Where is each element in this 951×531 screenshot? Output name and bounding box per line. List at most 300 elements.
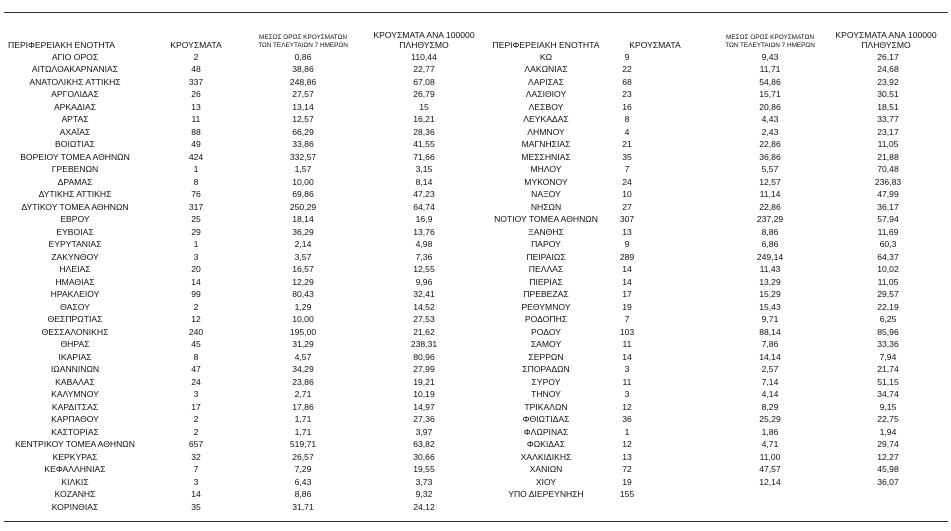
right-per100k-value: 9,15 <box>879 401 897 412</box>
left-cases-value: 45 <box>191 339 201 349</box>
right-per100k-value: 21,88 <box>877 151 899 162</box>
left-per100k-value: 8,14 <box>415 176 433 187</box>
table-row <box>0 488 951 501</box>
left-avg-7day-value: 17,86 <box>292 401 314 412</box>
left-region-name: ΑΡΓΟΛΙΔΑΣ <box>51 89 99 99</box>
table-row <box>0 151 951 164</box>
table-row <box>0 313 951 326</box>
left-per100k-value: 15 <box>419 101 429 112</box>
right-per100k-value: 29,57 <box>877 289 899 299</box>
right-region-name: ΦΩΚΙΔΑΣ <box>526 439 566 449</box>
right-avg-7day-value: 88,14 <box>759 326 781 337</box>
table-row <box>0 288 951 301</box>
right-cases-value: 3 <box>624 364 630 374</box>
header-per100k-left-1: ΚΡΟΥΣΜΑΤΑ ΑΝΑ 100000 <box>373 30 475 40</box>
right-avg-7day-value: 8,86 <box>761 226 779 237</box>
right-avg-7day-value: 9,71 <box>761 314 779 324</box>
right-avg-7day-value: 13,29 <box>759 276 781 287</box>
left-region-name: ΔΥΤΙΚΟΥ ΤΟΜΕΑ ΑΘΗΝΩΝ <box>21 201 129 212</box>
right-region-name: ΞΑΝΘΗΣ <box>528 226 564 237</box>
left-avg-7day-value: 195,00 <box>289 326 317 337</box>
left-avg-7day-value: 4,57 <box>294 351 312 362</box>
left-avg-7day-value: 26,57 <box>292 451 314 462</box>
right-region-name: ΦΛΩΡΙΝΑΣ <box>523 426 569 437</box>
left-region-name: ΔΡΑΜΑΣ <box>57 176 93 187</box>
right-cases-value: 12 <box>622 401 632 412</box>
right-region-name: ΠΑΡΟΥ <box>531 239 561 249</box>
table-row <box>0 388 951 401</box>
left-avg-7day-value: 12,57 <box>292 114 314 124</box>
left-per100k-value: 238,31 <box>410 339 438 349</box>
left-cases-value: 7 <box>193 464 199 474</box>
right-cases-value: 10 <box>622 189 632 199</box>
left-cases-value: 26 <box>191 89 201 99</box>
left-avg-7day-value: 8,86 <box>294 489 312 499</box>
table-row <box>0 363 951 376</box>
table-row <box>0 426 951 439</box>
right-per100k-value: 12,27 <box>877 451 899 462</box>
left-per100k-value: 3,97 <box>415 426 433 437</box>
left-per100k-value: 14,97 <box>413 401 435 412</box>
left-avg-7day-value: 7,29 <box>294 464 312 474</box>
left-cases-value: 49 <box>191 139 201 149</box>
right-per100k-value: 23,92 <box>877 76 899 87</box>
left-per100k-value: 10,19 <box>413 389 435 399</box>
right-cases-value: 68 <box>622 76 632 87</box>
left-cases-value: 2 <box>193 414 199 424</box>
right-cases-value: 21 <box>622 139 632 149</box>
left-cases-value: 17 <box>191 401 201 412</box>
left-region-name: ΕΥΡΥΤΑΝΙΑΣ <box>48 239 102 249</box>
table-row <box>0 188 951 201</box>
right-cases-value: 4 <box>624 126 630 137</box>
right-cases-value: 16 <box>622 101 632 112</box>
left-per100k-value: 16,9 <box>415 214 433 224</box>
right-cases-value: 19 <box>622 301 632 312</box>
right-per100k-value: 22,75 <box>877 414 899 424</box>
left-region-name: ΚΑΡΠΑΘΟΥ <box>51 414 99 424</box>
left-region-name: ΚΕΡΚΥΡΑΣ <box>52 451 98 462</box>
left-region-name: ΗΛΕΙΑΣ <box>59 264 91 274</box>
right-per100k-value: 6,25 <box>879 314 897 324</box>
right-cases-value: 12 <box>622 439 632 449</box>
left-region-name: ΙΚΑΡΙΑΣ <box>58 351 92 362</box>
left-region-name: ΗΡΑΚΛΕΙΟΥ <box>50 289 100 299</box>
left-per100k-value: 67,08 <box>413 76 435 87</box>
left-avg-7day-value: 34,29 <box>292 364 314 374</box>
header-avg-left-1: ΜΕΣΟΣ ΟΡΟΣ ΚΡΟΥΣΜΑΤΩΝ <box>259 34 347 41</box>
left-cases-value: 48 <box>191 64 201 74</box>
left-per100k-value: 7,36 <box>415 251 433 262</box>
left-avg-7day-value: 69,86 <box>292 189 314 199</box>
right-avg-7day-value: 15,43 <box>759 301 781 312</box>
right-cases-value: 22 <box>622 64 632 74</box>
right-cases-value: 11 <box>622 339 632 349</box>
table-row <box>0 238 951 251</box>
right-per100k-value: 47,99 <box>877 189 899 199</box>
right-per100k-value: 70,48 <box>877 164 899 174</box>
header-per100k-right-2: ΠΛΗΘΥΣΜΟ <box>861 40 911 50</box>
left-avg-7day-value: 1,71 <box>294 414 312 424</box>
right-avg-7day-value: 36,86 <box>759 151 781 162</box>
right-per100k-value: 33,77 <box>877 114 899 124</box>
table-row <box>0 463 951 476</box>
left-region-name: ΓΡΕΒΕΝΩΝ <box>51 164 99 174</box>
left-region-name: ΚΑΣΤΟΡΙΑΣ <box>51 426 99 437</box>
right-region-name: ΠΡΕΒΕΖΑΣ <box>523 289 569 299</box>
left-per100k-value: 71,66 <box>413 151 435 162</box>
right-avg-7day-value: 14,14 <box>759 351 781 362</box>
right-region-name: ΣΑΜΟΥ <box>530 339 562 349</box>
bottom-rule <box>4 521 948 522</box>
table-row <box>0 351 951 364</box>
left-per100k-value: 19,21 <box>413 376 435 387</box>
left-per100k-value: 21,62 <box>413 326 435 337</box>
left-per100k-value: 32,41 <box>413 289 435 299</box>
left-cases-value: 99 <box>191 289 201 299</box>
right-cases-value: 7 <box>624 314 630 324</box>
right-per100k-value: 33,36 <box>877 339 899 349</box>
header-avg-right-1: ΜΕΣΟΣ ΟΡΟΣ ΚΡΟΥΣΜΑΤΩΝ <box>726 34 814 41</box>
left-avg-7day-value: 13,14 <box>292 101 314 112</box>
table-row <box>0 76 951 89</box>
left-per100k-value: 3,73 <box>415 476 433 487</box>
table-row <box>0 138 951 151</box>
right-cases-value: 103 <box>619 326 635 337</box>
left-avg-7day-value: 31,29 <box>292 339 314 349</box>
right-cases-value: 9 <box>624 51 630 62</box>
right-per100k-value: 34,74 <box>877 389 899 399</box>
right-region-name: ΜΕΣΣΗΝΙΑΣ <box>521 151 571 162</box>
right-per100k-value: 51,15 <box>877 376 899 387</box>
right-region-name: ΧΙΟΥ <box>535 476 557 487</box>
left-avg-7day-value: 16,57 <box>292 264 314 274</box>
header-per100k-left-2: ΠΛΗΘΥΣΜΟ <box>399 40 449 50</box>
left-region-name: ΚΟΖΑΝΗΣ <box>54 489 96 499</box>
left-per100k-value: 30,66 <box>413 451 435 462</box>
right-cases-value: 155 <box>619 489 635 499</box>
header-region-left: ΠΕΡΙΦΕΡΕΙΑΚΗ ΕΝΟΤΗΤΑ <box>8 40 115 50</box>
right-cases-value: 17 <box>622 289 632 299</box>
right-avg-7day-value: 12,57 <box>759 176 781 187</box>
right-cases-value: 36 <box>622 414 632 424</box>
right-region-name: ΠΕΙΡΑΙΩΣ <box>526 251 566 262</box>
left-avg-7day-value: 12,29 <box>292 276 314 287</box>
header-cases-left: ΚΡΟΥΣΜΑΤΑ <box>170 40 222 50</box>
right-region-name: ΡΟΔΟΠΗΣ <box>524 314 568 324</box>
right-cases-value: 19 <box>622 476 632 487</box>
right-per100k-value: 11,05 <box>877 139 899 149</box>
right-per100k-value: 236,83 <box>874 176 902 187</box>
left-region-name: ΑΙΤΩΛΟΑΚΑΡΝΑΝΙΑΣ <box>31 64 119 74</box>
left-per100k-value: 22,77 <box>413 64 435 74</box>
left-region-name: ΕΥΒΟΙΑΣ <box>56 226 94 237</box>
left-region-name: ΒΟΙΩΤΙΑΣ <box>55 139 95 149</box>
left-avg-7day-value: 332,57 <box>289 151 317 162</box>
left-cases-value: 13 <box>191 101 201 112</box>
right-region-name: ΜΗΛΟΥ <box>530 164 562 174</box>
right-cases-value: 8 <box>624 114 630 124</box>
table-row <box>0 88 951 101</box>
left-per100k-value: 110,44 <box>411 51 437 62</box>
left-cases-value: 8 <box>193 351 199 362</box>
left-avg-7day-value: 2,14 <box>294 239 312 249</box>
left-avg-7day-value: 10,00 <box>292 176 314 187</box>
right-cases-value: 9 <box>624 239 630 249</box>
left-per100k-value: 27,36 <box>413 414 435 424</box>
right-cases-value: 24 <box>622 176 632 187</box>
right-avg-7day-value: 4,71 <box>761 439 779 449</box>
right-per100k-value: 26,17 <box>877 51 899 62</box>
left-region-name: ΕΒΡΟΥ <box>60 214 90 224</box>
table-row <box>0 501 951 514</box>
left-avg-7day-value: 6,43 <box>294 476 312 487</box>
right-per100k-value: 60,3 <box>879 239 897 249</box>
table-row <box>0 413 951 426</box>
left-region-name: ΘΕΣΠΡΩΤΙΑΣ <box>47 314 103 324</box>
left-cases-value: 14 <box>191 276 201 287</box>
table-row <box>0 451 951 464</box>
left-region-name: ΘΕΣΣΑΛΟΝΙΚΗΣ <box>41 326 109 337</box>
table-row <box>0 176 951 189</box>
right-cases-value: 14 <box>622 264 632 274</box>
left-region-name: ΘΑΣΟΥ <box>60 301 90 312</box>
right-avg-7day-value: 2,43 <box>761 126 779 137</box>
top-rule <box>4 12 948 13</box>
right-avg-7day-value: 11,14 <box>759 189 781 199</box>
right-per100k-value: 64,37 <box>877 251 899 262</box>
right-per100k-value: 36,17 <box>877 201 899 212</box>
right-per100k-value: 36,07 <box>877 476 899 487</box>
left-cases-value: 2 <box>193 51 199 62</box>
left-avg-7day-value: 33,86 <box>292 139 314 149</box>
right-cases-value: 307 <box>619 214 635 224</box>
right-avg-7day-value: 7,14 <box>761 376 779 387</box>
right-avg-7day-value: 11,71 <box>759 64 781 74</box>
right-avg-7day-value: 4,43 <box>761 114 779 124</box>
table-row <box>0 338 951 351</box>
right-avg-7day-value: 2,57 <box>761 364 779 374</box>
left-per100k-value: 64,74 <box>413 201 435 212</box>
header-avg-right-2: ΤΩΝ ΤΕΛΕΥΤΑΙΩΝ 7 ΗΜΕΡΩΝ <box>725 42 815 49</box>
left-avg-7day-value: 250,29 <box>289 201 317 212</box>
right-region-name: ΛΕΣΒΟΥ <box>528 101 564 112</box>
left-region-name: ΚΑΛΥΜΝΟΥ <box>51 389 99 399</box>
left-cases-value: 32 <box>191 451 201 462</box>
right-per100k-value: 7,94 <box>879 351 897 362</box>
table-row <box>0 113 951 126</box>
left-cases-value: 76 <box>191 189 201 199</box>
right-region-name: ΜΑΓΝΗΣΙΑΣ <box>521 139 571 149</box>
left-region-name: ΚΙΛΚΙΣ <box>61 476 89 487</box>
right-cases-value: 11 <box>622 376 632 387</box>
right-avg-7day-value: 1,86 <box>761 426 779 437</box>
left-avg-7day-value: 66,29 <box>292 126 314 137</box>
left-cases-value: 3 <box>193 389 199 399</box>
left-avg-7day-value: 80,43 <box>292 289 314 299</box>
right-region-name: ΥΠΟ ΔΙΕΡΕΥΝΗΣΗ <box>508 489 584 499</box>
left-cases-value: 337 <box>188 76 204 87</box>
left-per100k-value: 3,15 <box>415 164 433 174</box>
right-region-name: ΣΠΟΡΑΔΩΝ <box>522 364 570 374</box>
left-per100k-value: 80,96 <box>413 351 435 362</box>
left-per100k-value: 27,99 <box>413 364 435 374</box>
left-region-name: ΒΟΡΕΙΟΥ ΤΟΜΕΑ ΑΘΗΝΩΝ <box>20 151 130 162</box>
left-avg-7day-value: 1,29 <box>294 301 312 312</box>
right-region-name: ΝΟΤΙΟΥ ΤΟΜΕΑ ΑΘΗΝΩΝ <box>494 214 598 224</box>
right-avg-7day-value: 54,86 <box>759 76 781 87</box>
table-row <box>0 438 951 451</box>
left-per100k-value: 27,53 <box>413 314 435 324</box>
right-per100k-value: 23,17 <box>877 126 899 137</box>
left-cases-value: 25 <box>191 214 201 224</box>
table-row <box>0 301 951 314</box>
left-avg-7day-value: 2,71 <box>294 389 312 399</box>
table-row <box>0 213 951 226</box>
left-cases-value: 14 <box>191 489 201 499</box>
left-region-name: ΑΝΑΤΟΛΙΚΗΣ ΑΤΤΙΚΗΣ <box>29 76 121 87</box>
left-region-name: ΚΕΦΑΛΛΗΝΙΑΣ <box>44 464 106 474</box>
right-per100k-value: 22,19 <box>877 301 899 312</box>
right-region-name: ΤΡΙΚΑΛΩΝ <box>524 401 568 412</box>
left-region-name: ΑΡΚΑΔΙΑΣ <box>53 101 97 112</box>
left-per100k-value: 47,23 <box>413 189 435 199</box>
left-region-name: ΚΑΒΑΛΑΣ <box>55 376 95 387</box>
left-avg-7day-value: 38,86 <box>292 64 314 74</box>
left-cases-value: 29 <box>191 226 201 237</box>
right-region-name: ΝΑΞΟΥ <box>531 189 561 199</box>
left-per100k-value: 9,96 <box>415 276 433 287</box>
header-cases-right: ΚΡΟΥΣΜΑΤΑ <box>629 40 681 50</box>
left-region-name: ΑΓΙΟ ΟΡΟΣ <box>51 51 99 62</box>
right-cases-value: 23 <box>622 89 632 99</box>
left-per100k-value: 13,76 <box>413 226 435 237</box>
right-avg-7day-value: 7,86 <box>761 339 779 349</box>
left-per100k-value: 4,98 <box>415 239 433 249</box>
table-row <box>0 376 951 389</box>
left-cases-value: 8 <box>193 176 199 187</box>
right-avg-7day-value: 22,86 <box>759 139 781 149</box>
right-avg-7day-value: 5,57 <box>761 164 779 174</box>
right-avg-7day-value: 11,43 <box>759 264 781 274</box>
left-per100k-value: 16,21 <box>413 114 435 124</box>
right-cases-value: 14 <box>622 351 632 362</box>
left-per100k-value: 24,12 <box>413 501 435 512</box>
right-region-name: ΣΥΡΟΥ <box>531 376 561 387</box>
right-region-name: ΛΕΥΚΑΔΑΣ <box>523 114 569 124</box>
left-region-name: ΑΡΤΑΣ <box>61 114 89 124</box>
table-row <box>0 163 951 176</box>
left-cases-value: 12 <box>191 314 201 324</box>
left-avg-7day-value: 23,86 <box>292 376 314 387</box>
right-per100k-value: 85,96 <box>877 326 899 337</box>
right-per100k-value: 10,02 <box>877 264 899 274</box>
right-avg-7day-value: 11,00 <box>759 451 781 462</box>
right-per100k-value: 57,94 <box>877 214 899 224</box>
left-region-name: ΚΑΡΔΙΤΣΑΣ <box>51 401 99 412</box>
left-avg-7day-value: 36,29 <box>292 226 314 237</box>
right-avg-7day-value: 4,14 <box>761 389 779 399</box>
right-cases-value: 14 <box>622 276 632 287</box>
right-cases-value: 13 <box>622 451 632 462</box>
left-cases-value: 3 <box>193 476 199 487</box>
right-per100k-value: 24,68 <box>877 64 899 74</box>
right-cases-value: 35 <box>622 151 632 162</box>
right-avg-7day-value: 8,29 <box>761 401 779 412</box>
right-avg-7day-value: 47,57 <box>759 464 781 474</box>
left-per100k-value: 28,36 <box>413 126 435 137</box>
right-per100k-value: 1,94 <box>879 426 897 437</box>
right-avg-7day-value: 22,86 <box>759 201 781 212</box>
right-cases-value: 72 <box>622 464 632 474</box>
table-row <box>0 201 951 214</box>
table-row <box>0 276 951 289</box>
right-region-name: ΛΑΣΙΘΙΟΥ <box>525 89 567 99</box>
left-region-name: ΗΜΑΘΙΑΣ <box>55 276 95 287</box>
table-row <box>0 326 951 339</box>
left-cases-value: 24 <box>191 376 201 387</box>
right-avg-7day-value: 237,29 <box>756 214 784 224</box>
right-cases-value: 27 <box>622 201 632 212</box>
table-row <box>0 63 951 76</box>
right-per100k-value: 11,69 <box>877 226 899 237</box>
right-region-name: ΦΘΙΩΤΙΔΑΣ <box>522 414 570 424</box>
right-region-name: ΡΕΘΥΜΝΟΥ <box>521 301 571 312</box>
right-region-name: ΛΗΜΝΟΥ <box>527 126 565 137</box>
left-per100k-value: 63,82 <box>413 439 435 449</box>
left-per100k-value: 14,52 <box>413 301 435 312</box>
right-avg-7day-value: 25,29 <box>759 414 781 424</box>
right-cases-value: 289 <box>619 251 635 262</box>
right-region-name: ΜΥΚΟΝΟΥ <box>524 176 568 187</box>
left-avg-7day-value: 27,57 <box>292 89 314 99</box>
left-avg-7day-value: 0,86 <box>294 51 312 62</box>
left-cases-value: 11 <box>191 114 201 124</box>
table-row <box>0 51 951 64</box>
left-cases-value: 1 <box>193 239 199 249</box>
right-avg-7day-value: 15,71 <box>759 89 781 99</box>
right-cases-value: 13 <box>622 226 632 237</box>
left-per100k-value: 19,55 <box>413 464 435 474</box>
left-avg-7day-value: 519,71 <box>289 439 317 449</box>
left-per100k-value: 9,32 <box>415 489 433 499</box>
left-per100k-value: 12,55 <box>413 264 435 274</box>
left-region-name: ΔΥΤΙΚΗΣ ΑΤΤΙΚΗΣ <box>38 189 112 199</box>
header-avg-left-2: ΤΩΝ ΤΕΛΕΥΤΑΙΩΝ 7 ΗΜΕΡΩΝ <box>258 42 348 49</box>
left-cases-value: 3 <box>193 251 199 262</box>
table-row <box>0 101 951 114</box>
left-cases-value: 2 <box>193 301 199 312</box>
right-per100k-value: 30,51 <box>877 89 899 99</box>
left-avg-7day-value: 1,71 <box>294 426 312 437</box>
table-row <box>0 126 951 139</box>
table-row <box>0 251 951 264</box>
right-cases-value: 7 <box>624 164 630 174</box>
left-cases-value: 2 <box>193 426 199 437</box>
right-per100k-value: 18,51 <box>877 101 899 112</box>
left-region-name: ΙΩΑΝΝΙΝΩΝ <box>50 364 100 374</box>
right-region-name: ΧΑΝΙΩΝ <box>529 464 563 474</box>
header-per100k-right-1: ΚΡΟΥΣΜΑΤΑ ΑΝΑ 100000 <box>835 30 937 40</box>
left-region-name: ΖΑΚΥΝΘΟΥ <box>51 251 99 262</box>
left-region-name: ΑΧΑΪΑΣ <box>59 126 91 137</box>
right-region-name: ΛΑΚΩΝΙΑΣ <box>524 64 568 74</box>
left-cases-value: 657 <box>188 439 204 449</box>
left-avg-7day-value: 10,00 <box>292 314 314 324</box>
right-cases-value: 1 <box>624 426 630 437</box>
right-avg-7day-value: 15,29 <box>759 289 781 299</box>
right-region-name: ΠΙΕΡΙΑΣ <box>529 276 563 287</box>
